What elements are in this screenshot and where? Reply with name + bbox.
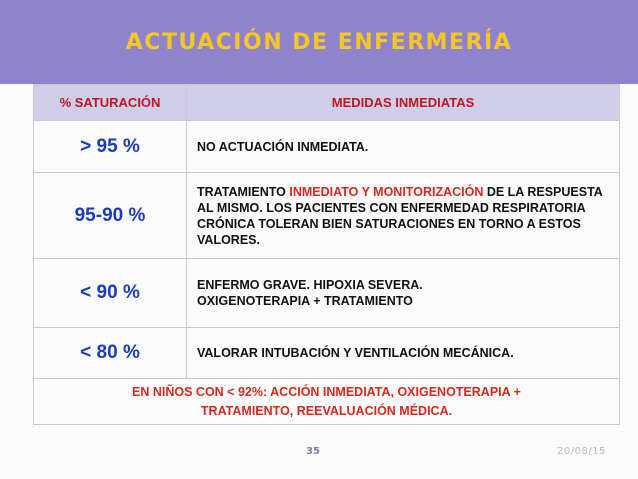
measure-text xyxy=(187,259,620,328)
saturation-value: > 95 % xyxy=(34,121,187,173)
measure-text-part: TRATAMIENTO xyxy=(197,184,290,199)
measure-line: ENFERMO GRAVE. HIPOXIA SEVERA. xyxy=(197,278,423,292)
header-saturation: % SATURACIÓN xyxy=(34,85,187,121)
measure-text xyxy=(187,173,620,259)
saturation-table xyxy=(33,84,620,425)
table-row xyxy=(34,173,620,259)
saturation-value: 95-90 % xyxy=(34,173,187,259)
children-note-line: TRATAMIENTO, REEVALUACIÓN MÉDICA. xyxy=(200,403,453,418)
measure-text-part: DE LA RESPUESTA AL MISMO. LOS PACIENTES CON ENFERMEDAD RESPIRATORIA CRÓNICA TOLERAN BIEN SATURACIONES EN TORNO A ESTOS VALORES. xyxy=(197,184,603,247)
page-number: 35 xyxy=(306,446,320,457)
measure-text-highlight: INMEDIATO Y MONITORIZACIÓN xyxy=(289,184,484,199)
saturation-value: < 90 % xyxy=(34,259,187,328)
measure-text xyxy=(187,121,620,173)
measure-line: VALORAR INTUBACIÓN Y VENTILACIÓN MECÁNICA. xyxy=(197,346,514,360)
table-row xyxy=(34,259,620,328)
table-header-row xyxy=(34,85,620,121)
table-row xyxy=(34,121,620,173)
measure-line: NO ACTUACIÓN INMEDIATA. xyxy=(197,139,369,154)
saturation-value: < 80 % xyxy=(34,328,187,379)
table-footer-row xyxy=(34,379,620,425)
slide-date: 20/08/15 xyxy=(557,446,606,457)
header-measures: MEDIDAS INMEDIATAS xyxy=(187,85,620,121)
measure-line: OXIGENOTERAPIA + TRATAMIENTO xyxy=(197,294,413,308)
measure-text xyxy=(187,328,620,379)
children-note xyxy=(34,379,620,425)
table-row xyxy=(34,328,620,379)
children-note-line: EN NIÑOS CON < 92%: ACCIÓN INMEDIATA, OXIGENOTERAPIA + xyxy=(132,384,521,399)
slide-title: ACTUACIÓN DE ENFERMERÍA xyxy=(125,30,513,55)
